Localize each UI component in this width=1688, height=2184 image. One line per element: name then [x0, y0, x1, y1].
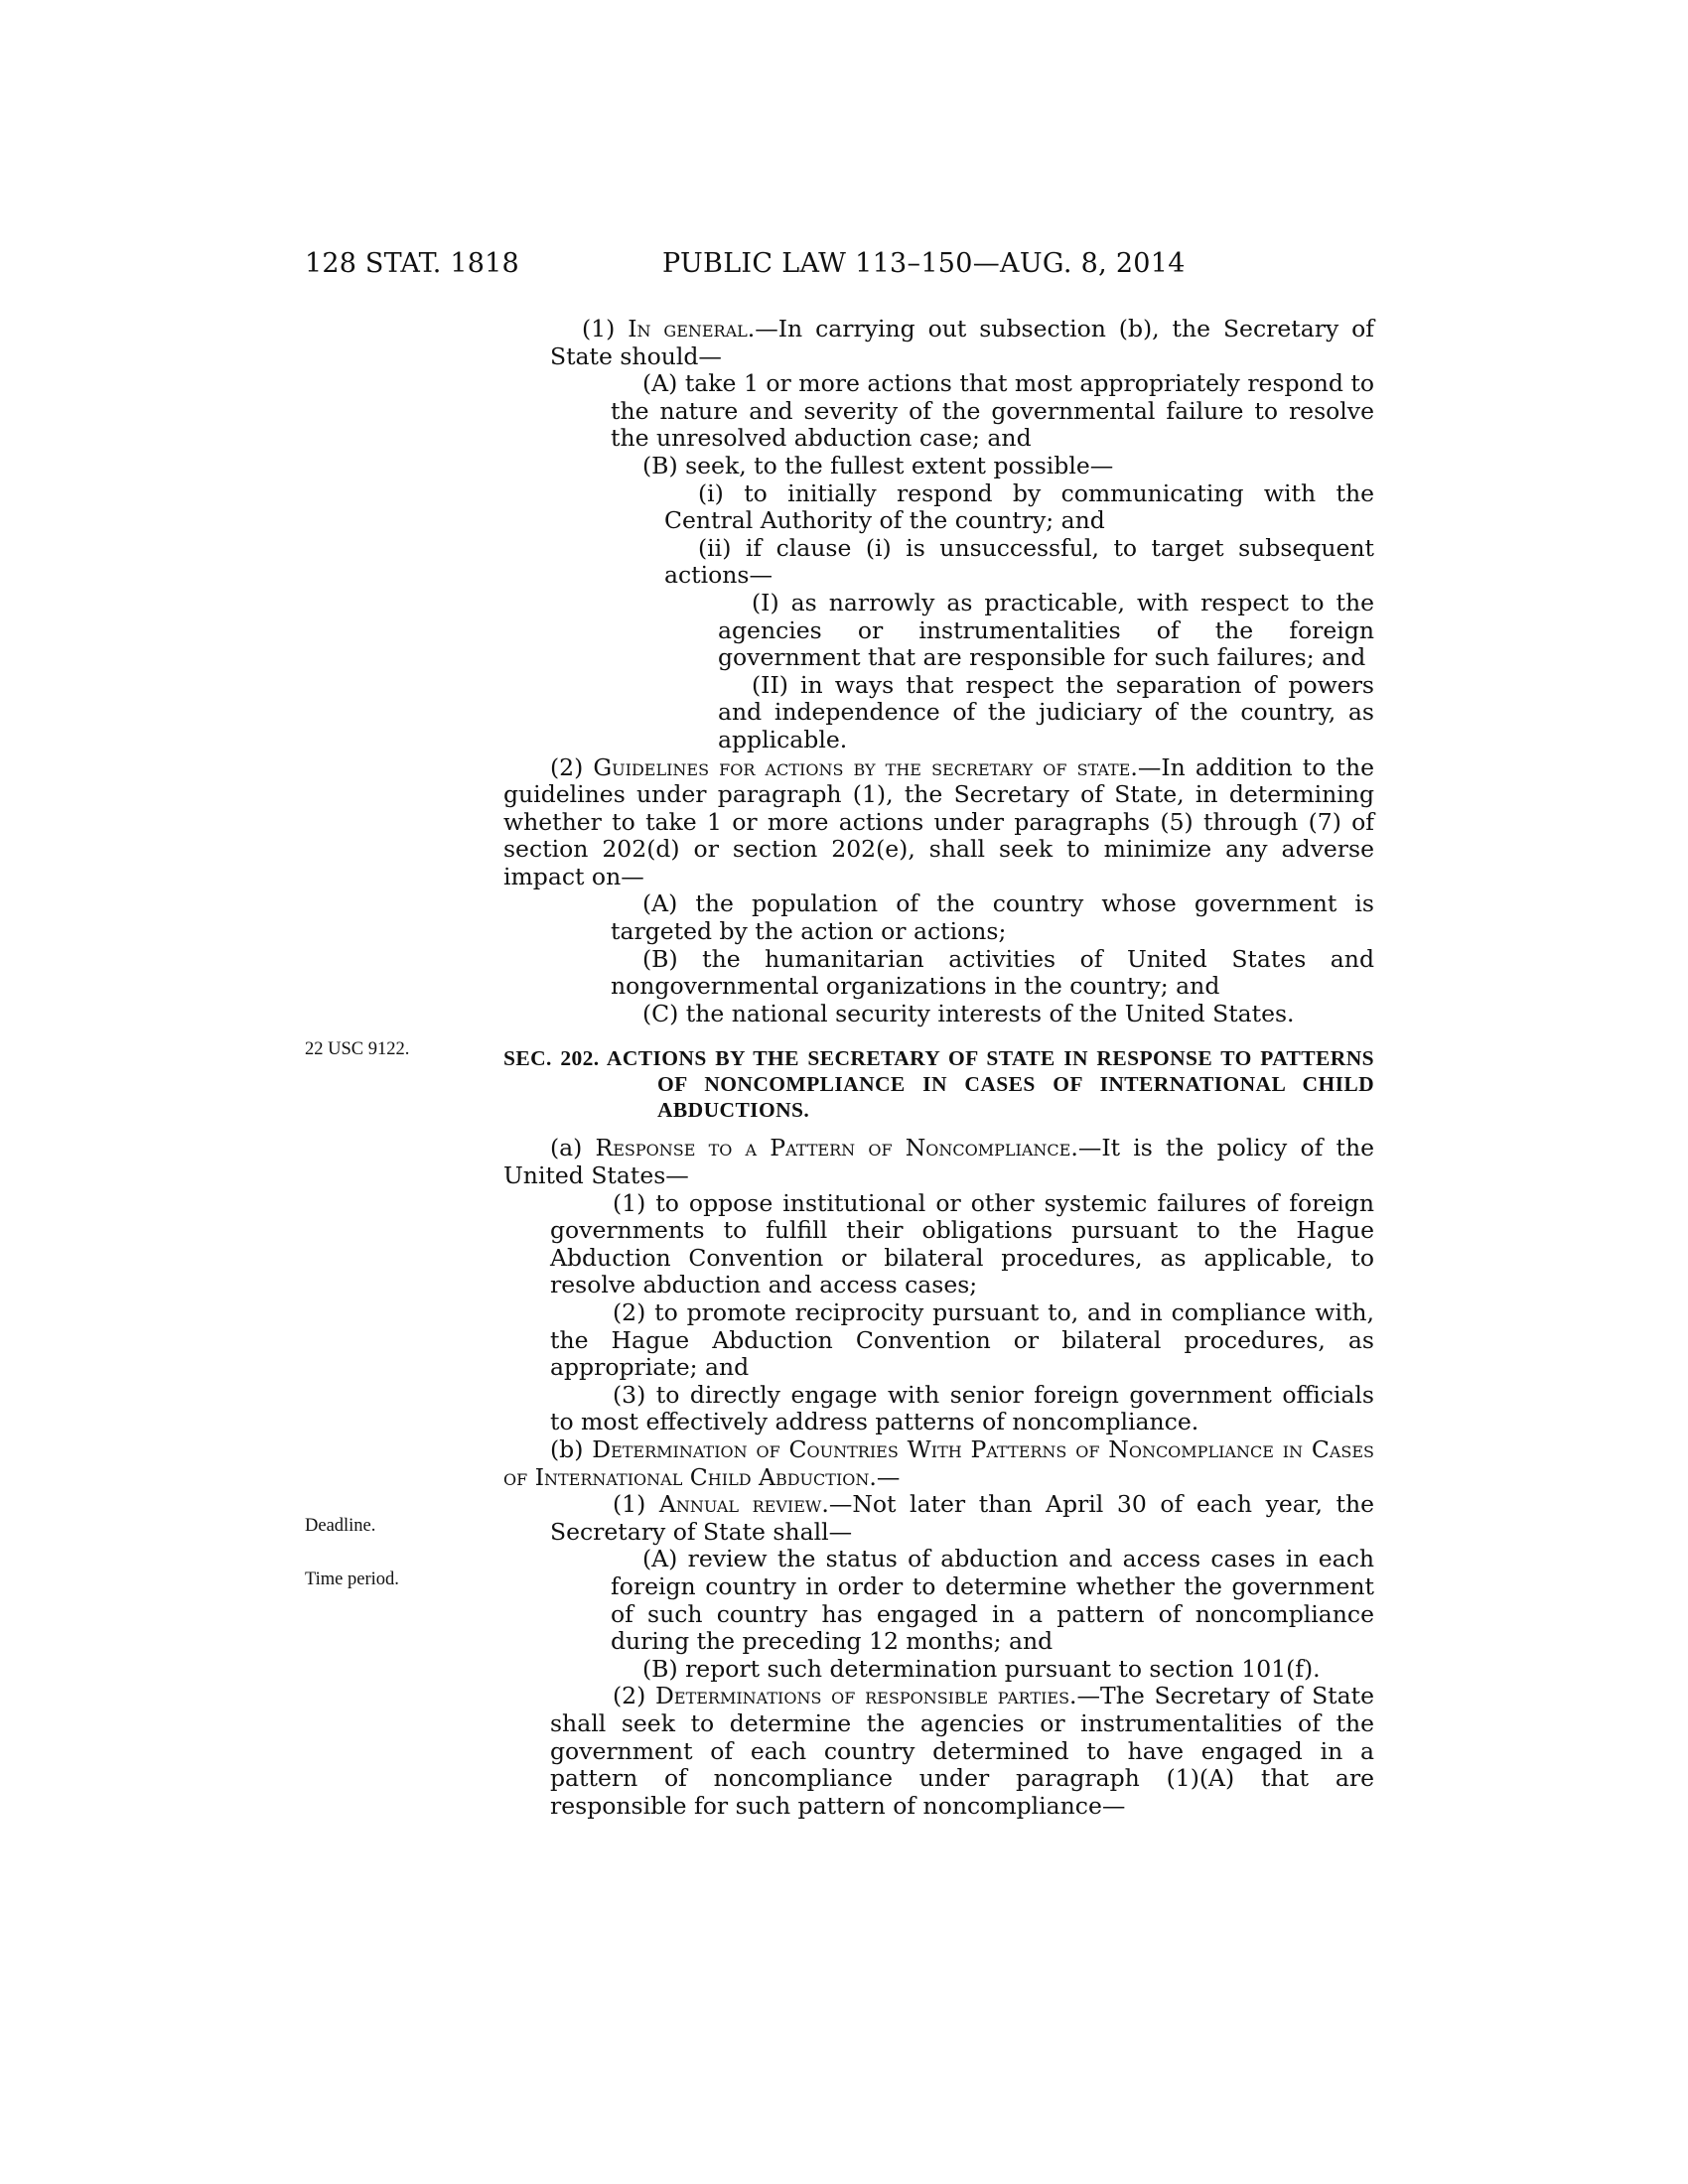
clause-1-B-i: (i) to initially respond by communicating with the Central Authority of the country; and — [664, 478, 1374, 535]
page-header — [0, 248, 1688, 298]
paragraph-heading: Determination of Countries With Patterns of Noncompliance in Cases of International Child Abduction — [503, 1434, 1374, 1491]
paragraph-number: (2) — [550, 752, 584, 781]
clause-1-B-ii: (ii) if clause (i) is unsuccessful, to target subsequent actions— — [664, 533, 1374, 590]
paragraph-number: (2) — [613, 1682, 646, 1710]
statute-page-reference: 128 STAT. 1818 — [305, 248, 519, 279]
paragraph-heading: Annual review — [658, 1490, 822, 1519]
paragraph-2 — [503, 754, 1374, 891]
paragraph-number: (1) — [582, 315, 616, 342]
subsection-a-1: (1) to oppose institutional or other systemic failures of foreign governments to fulfill their obligations pursuant to the Hague Abduction Convention or bilateral procedures, as applicable, to resolve abduction and access cases; — [550, 1188, 1374, 1299]
paragraph-number: (a) — [550, 1134, 583, 1162]
subsection-b-1-A: (A) review the status of abduction and access cases in each foreign country in order to determine whether the government of such country has engaged in a pattern of noncompliance during the preceding 12 months; and — [611, 1545, 1374, 1656]
paragraph-heading: Response to a Pattern of Noncompliance — [595, 1134, 1071, 1162]
paragraph-heading: Guidelines for actions by the secretary of state — [593, 752, 1131, 781]
paragraph-number: (b) — [550, 1434, 584, 1463]
paragraph-text: .—The Secretary of State shall seek to determine the agencies or instrumentalities of the government of each country determined to have engaged in a pattern of noncompliance under paragraph (1)(A) that are responsible for such pattern of noncompliance— — [550, 1682, 1374, 1820]
margin-note-usc: 22 USC 9122. — [305, 1039, 410, 1059]
subsection-b-1-B: (B) report such determination pursuant to section 101(f). — [642, 1654, 1321, 1683]
paragraph-text: .— — [869, 1462, 901, 1491]
paragraph-2-C: (C) the national security interests of the United States. — [642, 999, 1295, 1027]
paragraph-text: .—Not later than April 30 of each year, the Secretary of State shall— — [550, 1490, 1374, 1546]
paragraph-2-A: (A) the population of the country whose government is targeted by the action or actions; — [611, 889, 1374, 946]
statute-body — [503, 316, 1374, 1820]
paragraph-number: (1) — [613, 1490, 646, 1519]
paragraph-text: .—In carrying out subsection (b), the Secretary of State should— — [550, 315, 1374, 370]
subsection-a-3: (3) to directly engage with senior foreign government officials to most effectively address patterns of noncompliance. — [550, 1380, 1374, 1436]
margin-note-time-period: Time period. — [305, 1570, 399, 1589]
paragraph-text: .—It is the policy of the United States— — [503, 1134, 1374, 1190]
subsection-b-1 — [550, 1491, 1374, 1546]
subsection-a-2: (2) to promote reciprocity pursuant to, and in compliance with, the Hague Abduction Convention or bilateral procedures, as appropriate; and — [550, 1298, 1374, 1382]
paragraph-2-B: (B) the humanitarian activities of United States and nongovernmental organizations in the country; and — [611, 944, 1374, 1001]
public-law-title: PUBLIC LAW 113–150—AUG. 8, 2014 — [662, 248, 1186, 279]
paragraph-1-B: (B) seek, to the fullest extent possible— — [642, 451, 1114, 479]
paragraph-heading: Determinations of responsible parties — [655, 1682, 1070, 1710]
subsection-b — [503, 1436, 1374, 1491]
paragraph-1 — [550, 316, 1374, 370]
subclause-1-B-ii-I: (I) as narrowly as practicable, with respect to the agencies or instrumentalities of the foreign government that are responsible for such failures; and — [718, 588, 1374, 672]
subsection-b-2 — [550, 1683, 1374, 1820]
subclause-1-B-ii-II: (II) in ways that respect the separation of powers and independence of the judiciary of the country, as applicable. — [718, 670, 1374, 753]
section-heading: SEC. 202. ACTIONS BY THE SECRETARY OF STATE IN RESPONSE TO PATTERNS OF NONCOMPLIANCE IN CASES OF INTERNATIONAL CHILD ABDUCTIONS. — [503, 1046, 1374, 1123]
paragraph-heading: In general — [628, 315, 748, 342]
paragraph-1-A: (A) take 1 or more actions that most appropriately respond to the nature and severity of the governmental failure to resolve the unresolved abduction case; and — [611, 369, 1374, 453]
paragraph-text: .—In addition to the guidelines under paragraph (1), the Secretary of State, in determining whether to take 1 or more actions under paragraphs (5) through (7) of section 202(d) or section 202(e), shall seek to minimize any adverse impact on— — [503, 752, 1374, 890]
margin-note-deadline: Deadline. — [305, 1516, 376, 1536]
subsection-a — [503, 1135, 1374, 1189]
